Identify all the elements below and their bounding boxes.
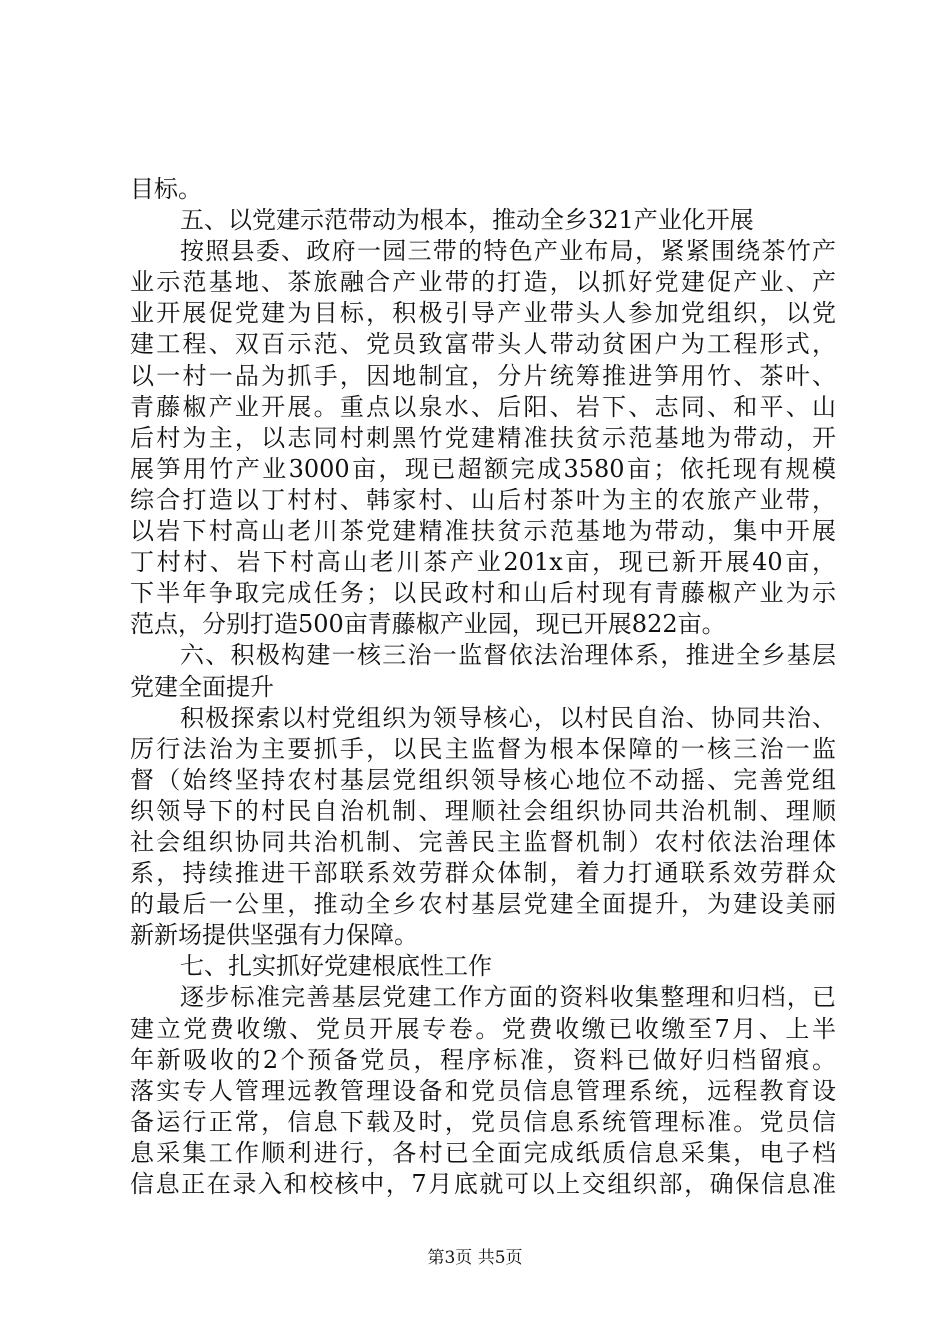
text-line: 逐步标准完善基层党建工作方面的资料收集整理和归档，已 <box>180 983 836 1012</box>
text-line: 党建全面提升 <box>130 672 274 701</box>
text-line: 落实专人管理远教管理设备和党员信息管理系统，远程教育设 <box>130 1076 836 1105</box>
text-line: 五、以党建示范带动为根本，推动全乡321产业化开展 <box>180 206 754 235</box>
text-line: 督（始终坚持农村基层党组织领导核心地位不动摇、完善党组 <box>130 765 836 794</box>
text-line: 信息正在录入和校核中，7月底就可以上交组织部，确保信息准 <box>130 1170 836 1198</box>
text-line: 年新吸收的2个预备党员，程序标准，资料已做好归档留痕。 <box>130 1045 836 1074</box>
text-line: 按照县委、政府一园三带的特色产业布局，紧紧围绕茶竹产 <box>180 237 836 266</box>
text-line: 织领导下的村民自治机制、理顺社会组织协同共治机制、理顺 <box>130 796 836 825</box>
text-line: 社会组织协同共治机制、完善民主监督机制）农村依法治理体 <box>130 827 836 856</box>
text-line: 六、积极构建一核三治一监督依法治理体系，推进全乡基层 <box>180 641 836 670</box>
text-line: 新新场提供坚强有力保障。 <box>130 921 418 950</box>
text-line: 建立党费收缴、党员开展专卷。党费收缴已收缴至7月、上半 <box>130 1014 836 1043</box>
page-number: 第3页 共5页 <box>427 1248 523 1268</box>
text-line: 范点，分别打造500亩青藤椒产业园，现已开展822亩。 <box>130 610 726 639</box>
text-line: 业开展促党建为目标，积极引导产业带头人参加党组织，以党 <box>130 299 836 328</box>
text-line: 备运行正常，信息下载及时，党员信息系统管理标准。党员信 <box>130 1107 836 1136</box>
text-line: 以岩下村高山老川茶党建精准扶贫示范基地为带动，集中开展 <box>130 517 836 546</box>
text-line: 青藤椒产业开展。重点以泉水、后阳、岩下、志同、和平、山 <box>130 392 836 421</box>
text-line: 下半年争取完成任务；以民政村和山后村现有青藤椒产业为示 <box>130 579 836 608</box>
text-line: 系，持续推进干部联系效劳群众体制，着力打通联系效劳群众 <box>130 859 836 888</box>
text-line: 以一村一品为抓手，因地制宜，分片统筹推进笋用竹、茶叶、 <box>130 361 836 390</box>
text-line: 展笋用竹产业3000亩，现已超额完成3580亩；依托现有规模 <box>130 454 836 483</box>
text-line: 综合打造以丁村村、韩家村、山后村茶叶为主的农旅产业带， <box>130 485 836 514</box>
text-line: 后村为主，以志同村刺黑竹党建精准扶贫示范基地为带动，开 <box>130 423 836 452</box>
document-body <box>130 174 836 1200</box>
text-line: 目标。 <box>130 175 202 203</box>
text-line: 业示范基地、茶旅融合产业带的打造，以抓好党建促产业、产 <box>130 268 836 297</box>
text-line: 厉行法治为主要抓手，以民主监督为根本保障的一核三治一监 <box>130 734 836 763</box>
text-line: 积极探索以村党组织为领导核心，以村民自治、协同共治、 <box>180 703 836 732</box>
text-line: 的最后一公里，推动全乡农村基层党建全面提升，为建设美丽 <box>130 890 836 919</box>
text-line: 息采集工作顺利进行，各村已全面完成纸质信息采集，电子档 <box>130 1138 836 1167</box>
text-line: 建工程、双百示范、党员致富带头人带动贫困户为工程形式， <box>130 330 836 359</box>
text-line: 丁村村、岩下村高山老川茶产业201x亩，现已新开展40亩， <box>130 548 836 577</box>
text-line: 七、扎实抓好党建根底性工作 <box>180 952 492 981</box>
